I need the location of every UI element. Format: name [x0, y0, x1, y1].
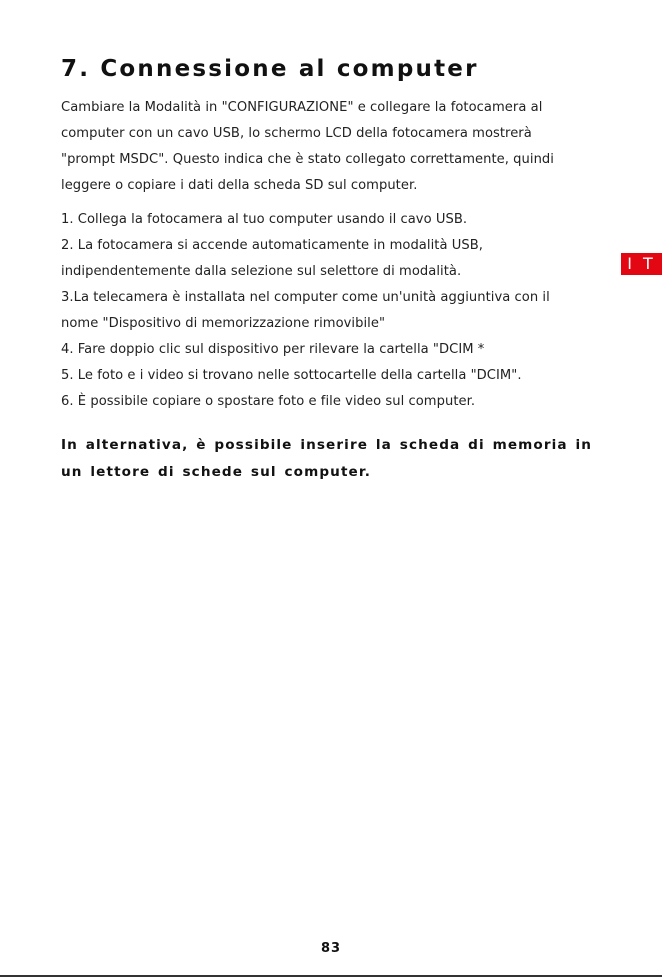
step-line-5: 5. Le foto e i video si trovano nelle sottocartelle della cartella "DCIM".	[61, 368, 522, 383]
step-line-1: 1. Collega la fotocamera al tuo computer usando il cavo USB.	[61, 212, 468, 227]
intro-line: "prompt MSDC". Questo indica che è stato collegato correttamente, quindi	[61, 152, 554, 167]
step-line-3-cont: nome "Dispositivo di memorizzazione rimovibile"	[61, 316, 386, 331]
language-tab: I T	[621, 253, 662, 275]
page-number: 83	[320, 941, 342, 956]
section-title: 7. Connessione al computer	[61, 56, 479, 82]
intro-line: leggere o copiare i dati della scheda SD sul computer.	[61, 178, 418, 193]
step-line-2: 2. La fotocamera si accende automaticamente in modalità USB,	[61, 238, 483, 253]
step-line-4: 4. Fare doppio clic sul dispositivo per rilevare la cartella "DCIM *	[61, 342, 485, 357]
intro-line: computer con un cavo USB, lo schermo LCD della fotocamera mostrerà	[61, 126, 532, 141]
intro-paragraph	[61, 95, 621, 199]
step-line-3: 3.La telecamera è installata nel computer come un'unità aggiuntiva con il	[61, 290, 550, 305]
step-line-6: 6. È possibile copiare o spostare foto e file video sul computer.	[61, 394, 476, 409]
intro-line: Cambiare la Modalità in "CONFIGURAZIONE" e collegare la fotocamera al	[61, 100, 543, 115]
step-line-2-cont: indipendentemente dalla selezione sul selettore di modalità.	[61, 264, 462, 279]
steps-list	[61, 207, 621, 415]
alternative-note: In alternativa, è possibile inserire la scheda di memoria in un lettore di schede sul computer.	[61, 437, 593, 480]
